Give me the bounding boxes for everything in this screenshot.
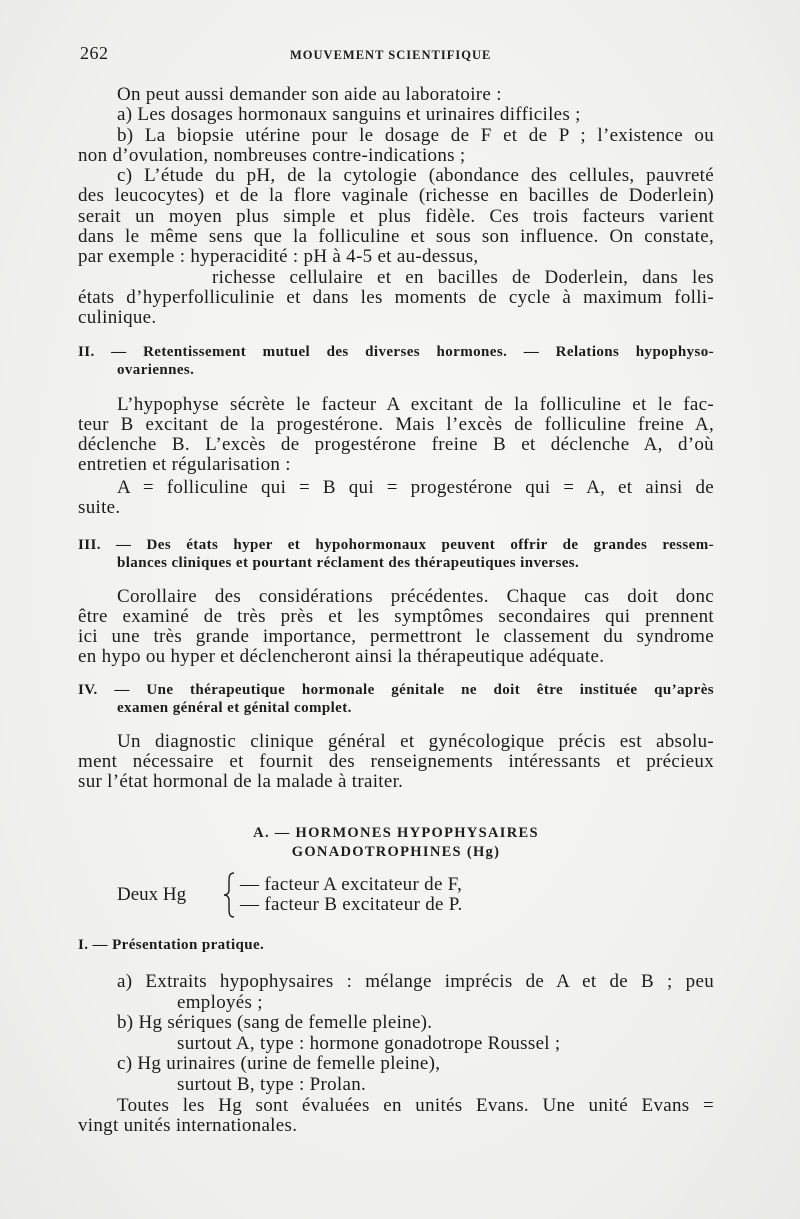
subsection-i-heading bbox=[78, 936, 714, 954]
heading-line: ovariennes. bbox=[117, 362, 195, 378]
section-ii-paragraph bbox=[78, 395, 714, 475]
text-line: en hypo ou hyper et déclencheront ainsi la thérapeutique adéquate. bbox=[78, 646, 605, 667]
text-line: L’hypophyse sécrète le facteur A excitant de la folliculine et le fac- bbox=[117, 394, 714, 415]
list-line: a) Extraits hypophysaires : mélange imprécis de A et de B ; peu bbox=[117, 971, 714, 992]
part-title-line: A. — HORMONES HYPOPHYSAIRES bbox=[253, 825, 539, 841]
text-line: des leucocytes) et de la flore vaginale (richesse en bacilles de Doderlein) bbox=[78, 185, 714, 207]
heading-line: blances cliniques et pourtant réclament des thérapeutiques inverses. bbox=[117, 555, 580, 571]
section-ii-heading bbox=[78, 343, 714, 379]
section-ii-formula bbox=[78, 478, 714, 518]
part-title-line: GONADOTROPHINES (Hg) bbox=[291, 844, 501, 860]
heading-line: III. — Des états hyper et hypohormonaux peuvent offrir de grandes ressem- bbox=[78, 537, 714, 553]
running-title: MOUVEMENT SCIENTIFIQUE bbox=[290, 48, 492, 62]
section-iv-paragraph bbox=[78, 732, 714, 792]
text-line: vingt unités internationales. bbox=[78, 1115, 298, 1137]
section-iii-paragraph bbox=[78, 587, 714, 667]
text-line: culinique. bbox=[78, 307, 157, 329]
text-line: par exemple : hyperacidité : pH à 4-5 et au-dessus, bbox=[78, 246, 479, 268]
text-line: ici une très grande importance, permettront le classement du syndrome bbox=[78, 626, 714, 647]
hg-summary-item: — facteur B excitateur de P. bbox=[240, 894, 463, 915]
text-line: Corollaire des considérations précédentes. Chaque cas doit donc bbox=[117, 586, 714, 607]
list-line: surtout A, type : hormone gonadotrope Roussel ; bbox=[177, 1032, 561, 1054]
text-line: états d’hyperfolliculinie et dans les moments de cycle à maximum folli- bbox=[78, 286, 714, 308]
text-line: être examiné de très près et les symptômes secondaires qui prennent bbox=[78, 606, 714, 627]
intro-paragraph bbox=[78, 85, 714, 329]
formula-line: suite. bbox=[78, 497, 121, 518]
subsection-i-list bbox=[78, 972, 714, 1137]
heading-line: IV. — Une thérapeutique hormonale génitale ne doit être instituée qu’après bbox=[78, 682, 714, 698]
formula-line: A = folliculine qui = B qui = progestérone qui = A, et ainsi de bbox=[117, 477, 714, 498]
text-line: non d’ovulation, nombreuses contre-indications ; bbox=[78, 144, 466, 166]
heading-line: I. — Présentation pratique. bbox=[78, 937, 265, 953]
list-line: surtout B, type : Prolan. bbox=[177, 1073, 367, 1095]
text-line: entretien et régularisation : bbox=[78, 454, 291, 475]
text-line: serait un moyen plus simple et plus fidèle. Ces trois facteurs varient bbox=[78, 205, 714, 227]
text-line: teur B excitant de la progestérone. Mais l’excès de folliculine freine A, bbox=[78, 414, 714, 435]
text-line: sur l’état hormonal de la malade à traiter. bbox=[78, 771, 404, 792]
list-line: b) Hg sériques (sang de femelle pleine). bbox=[117, 1012, 433, 1034]
section-iv-heading bbox=[78, 681, 714, 717]
page-number: 262 bbox=[80, 43, 109, 63]
text-line: dans le même sens que la folliculine et sous son influence. On constate, bbox=[78, 226, 714, 248]
text-line: ment nécessaire et fournit des renseignements intéressants et précieux bbox=[78, 751, 714, 772]
text-line: richesse cellulaire et en bacilles de Doderlein, dans les bbox=[212, 266, 714, 288]
list-line: employés ; bbox=[177, 991, 263, 1013]
text-line: Toutes les Hg sont évaluées en unités Evans. Une unité Evans = bbox=[117, 1094, 714, 1116]
hg-summary-label: Deux Hg bbox=[117, 884, 187, 905]
section-iii-heading bbox=[78, 536, 714, 572]
text-line: a) Les dosages hormonaux sanguins et urinaires difficiles ; bbox=[117, 104, 581, 126]
heading-line: II. — Retentissement mutuel des diverses hormones. — Relations hypophyso- bbox=[78, 344, 714, 360]
list-line: c) Hg urinaires (urine de femelle pleine), bbox=[117, 1053, 441, 1075]
text-line: On peut aussi demander son aide au laboratoire : bbox=[117, 84, 502, 105]
heading-line: examen général et génital complet. bbox=[117, 700, 352, 716]
left-brace-symbol bbox=[222, 872, 236, 918]
text-line: b) La biopsie utérine pour le dosage de F et de P ; l’existence ou bbox=[117, 124, 714, 146]
text-line: déclenche B. L’excès de progestérone freine B et déclenche A, d’où bbox=[78, 434, 714, 455]
hg-summary-item: — facteur A excitateur de F, bbox=[240, 874, 463, 895]
text-line: Un diagnostic clinique général et gynécologique précis est absolu- bbox=[117, 731, 714, 752]
part-a-title bbox=[78, 824, 714, 862]
text-line: c) L’étude du pH, de la cytologie (abondance des cellules, pauvreté bbox=[117, 165, 714, 187]
